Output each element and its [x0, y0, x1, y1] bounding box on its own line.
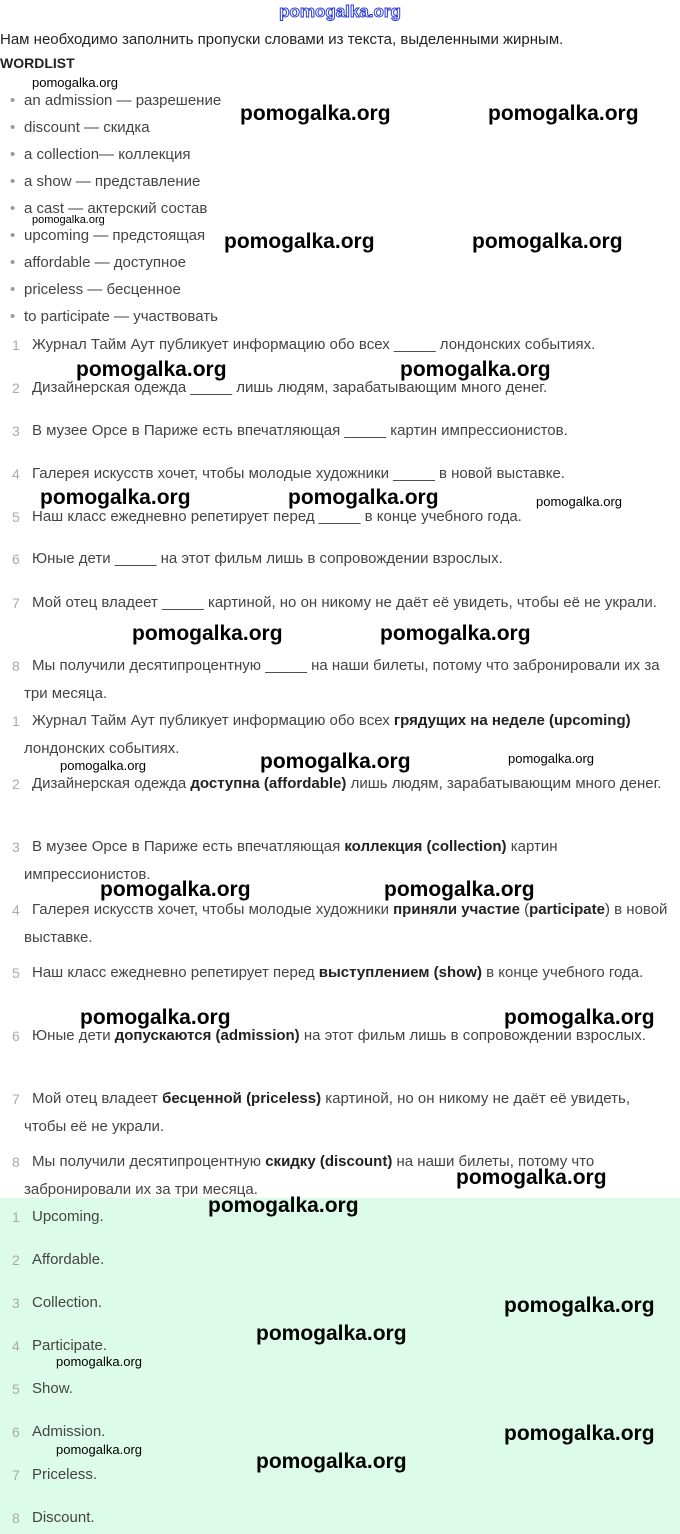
- watermark: pomogalka.org: [32, 75, 118, 90]
- wordlist-item: • an admission — разрешение: [10, 92, 222, 109]
- watermark: pomogalka.org: [240, 102, 391, 125]
- exercise-item: 1 Журнал Тайм Аут публикует информацию обо всех _____ лондонских событиях.: [12, 336, 596, 353]
- wordlist-item: • affordable — доступное: [10, 254, 187, 271]
- watermark: pomogalka.org: [208, 1194, 359, 1217]
- answer-item: 6 Admission.: [12, 1423, 106, 1440]
- watermark: pomogalka.org: [256, 1450, 407, 1473]
- watermark: pomogalka.org: [56, 1354, 142, 1369]
- watermark: pomogalka.org: [132, 622, 283, 645]
- answer-item: 4 Participate.: [12, 1337, 108, 1354]
- exercise-item: 4 Галерея искусств хочет, чтобы молодые художники _____ в новой выставке.: [12, 465, 565, 482]
- watermark: pomogalka.org: [256, 1322, 407, 1345]
- answer-item: 3 Collection.: [12, 1294, 103, 1311]
- watermark: pomogalka.org: [100, 878, 251, 901]
- wordlist-title: WORDLIST: [0, 55, 75, 71]
- exercise-item: 5 Наш класс ежедневно репетирует перед _____ в конце учебного года.: [12, 508, 522, 525]
- exercise-item: 7 Мой отец владеет _____ картиной, но он никому не даёт её увидеть, чтобы её не украли.: [12, 594, 657, 611]
- bullet-icon: •: [10, 254, 16, 271]
- watermark: pomogalka.org: [384, 878, 535, 901]
- exercise-item: 2 Дизайнерская одежда _____ лишь людям, зарабатывающим много денег.: [12, 379, 548, 396]
- watermark: pomogalka.org: [380, 622, 531, 645]
- translation-item: 4 Галерея искусств хочет, чтобы молодые художники приняли участие (participate) в новой выставке.: [12, 901, 668, 946]
- watermark: pomogalka.org: [40, 486, 191, 509]
- bullet-icon: •: [10, 146, 16, 163]
- wordlist: [10, 91, 221, 334]
- bullet-icon: •: [10, 308, 16, 325]
- watermark: pomogalka.org: [80, 1006, 231, 1029]
- watermark: pomogalka.org: [456, 1166, 607, 1189]
- bullet-icon: •: [10, 119, 16, 136]
- watermark: pomogalka.org: [56, 1442, 142, 1457]
- wordlist-item: • upcoming — предстоящая: [10, 227, 206, 244]
- answer-item: 8 Discount.: [12, 1509, 95, 1526]
- watermark: pomogalka.org: [224, 230, 375, 253]
- exercise-item: 6 Юные дети _____ на этот фильм лишь в сопровождении взрослых.: [12, 550, 503, 567]
- watermark: pomogalka.org: [472, 230, 623, 253]
- wordlist-item: • a show — представление: [10, 173, 201, 190]
- watermark: pomogalka.org: [32, 214, 105, 226]
- watermark: pomogalka.org: [504, 1006, 655, 1029]
- translation-item: 6 Юные дети допускаются (admission) на этот фильм лишь в сопровождении взрослых.: [12, 1027, 646, 1044]
- exercise-item: 3 В музее Орсе в Париже есть впечатляющая _____ картин импрессионистов.: [12, 422, 568, 439]
- translation-item: 8 Мы получили десятипроцентную скидку (discount) на наши билеты, потому что забронировали их за три месяца.: [12, 1153, 595, 1198]
- wordlist-item: • discount — скидка: [10, 119, 150, 136]
- translation-item: 3 В музее Орсе в Париже есть впечатляющая коллекция (collection) картин импрессионистов.: [12, 838, 558, 883]
- watermark: pomogalka.org: [488, 102, 639, 125]
- exercise-item: 8 Мы получили десятипроцентную _____ на наши билеты, потому что забронировали их за три месяца.: [12, 657, 660, 702]
- bullet-icon: •: [10, 200, 16, 217]
- watermark: pomogalka.org: [288, 486, 439, 509]
- bullet-icon: •: [10, 92, 16, 109]
- answer-item: 1 Upcoming.: [12, 1208, 104, 1225]
- answer-item: 7 Priceless.: [12, 1466, 98, 1483]
- site-title[interactable]: pomogalka.org: [279, 2, 401, 21]
- watermark: pomogalka.org: [76, 358, 227, 381]
- translation-item: 1 Журнал Тайм Аут публикует информацию обо всех грядущих на неделе (upcoming) лондонских событиях.: [12, 712, 631, 757]
- watermark: pomogalka.org: [508, 751, 594, 766]
- task-intro: Нам необходимо заполнить пропуски словами из текста, выделенными жирным.: [0, 31, 564, 48]
- watermark: pomogalka.org: [60, 758, 146, 773]
- wordlist-item: • priceless — бесценное: [10, 281, 181, 298]
- wordlist-item: • a cast — актерский состав: [10, 200, 208, 217]
- watermark: pomogalka.org: [536, 494, 622, 509]
- watermark: pomogalka.org: [504, 1422, 655, 1445]
- answer-item: 5 Show.: [12, 1380, 73, 1397]
- watermark: pomogalka.org: [400, 358, 551, 381]
- translation-item: 7 Мой отец владеет бесценной (priceless) картиной, но он никому не даёт её увидеть, чтобы её не украли.: [12, 1090, 631, 1135]
- bullet-icon: •: [10, 281, 16, 298]
- translation-item: 2 Дизайнерская одежда доступна (affordable) лишь людям, зарабатывающим много денег.: [12, 775, 662, 792]
- wordlist-item: • to participate — участвовать: [10, 308, 218, 325]
- wordlist-item: • a collection— коллекция: [10, 146, 191, 163]
- watermark: pomogalka.org: [260, 750, 411, 773]
- bullet-icon: •: [10, 173, 16, 190]
- translation-item: 5 Наш класс ежедневно репетирует перед выступлением (show) в конце учебного года.: [12, 964, 644, 981]
- watermark: pomogalka.org: [504, 1294, 655, 1317]
- answer-item: 2 Affordable.: [12, 1251, 105, 1268]
- bullet-icon: •: [10, 227, 16, 244]
